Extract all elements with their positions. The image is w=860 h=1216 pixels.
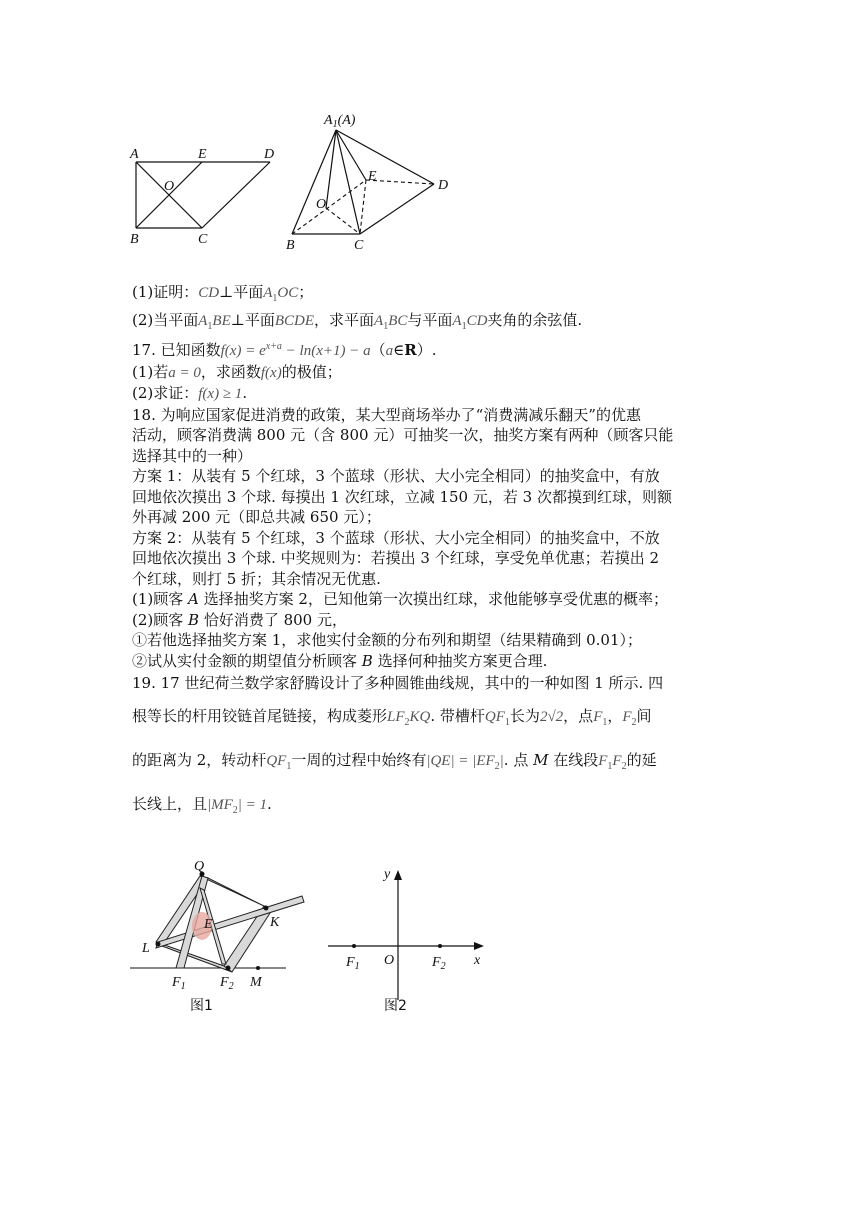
planar-figure (136, 162, 270, 228)
figure-1-caption: 图1 (190, 998, 213, 1014)
label-E-3d: E (368, 169, 377, 184)
line-18-g: 方案 2：从装有 5 个红球，3 个蓝球（形状、大小完全相同）的抽奖盒中，不放 (132, 528, 660, 547)
label-F2-fig1: $F_2$ (220, 975, 234, 992)
line-19-c: 的距离为 2，转动杆$QF_1$一周的过程中始终有$|QE| = |EF_2|$. 点 M 在线段$F_1F_2$的延 (132, 750, 657, 772)
line-18-f: 外再减 200 元（即总共减 650 元）； (132, 508, 381, 526)
spatial-figure (292, 130, 434, 234)
label-y: y (384, 867, 391, 882)
line-18-d: 方案 1：从装有 5 个红球，3 个蓝球（形状、大小完全相同）的抽奖盒中，有放 (132, 467, 660, 485)
label-F1-fig2: $F_1$ (346, 955, 360, 972)
line-16-1: (1)证明：CD⊥平面$A_1OC$； (132, 283, 314, 304)
line-18-a: 18. 为响应国家促进消费的政策，某大型商场举办了“消费满减乐翻天”的优惠 (132, 405, 641, 424)
line-16-2: (2)当平面$A_1BE\perp$平面BCDE，求平面$A_1BC$与平面$A_1CD$夹角的余弦值. (132, 310, 583, 332)
line-17: 17. 已知函数$f(x) = e^{x+a} - \ln(x+1)$ − a（a∈R）. (132, 341, 437, 359)
top-geometry-figure (128, 108, 458, 253)
bottom-figures (128, 860, 498, 1020)
line-18-c: 选择其中的一种） (132, 446, 253, 465)
line-18-e: 回地依次摸出 3 个球. 每摸出 1 次红球，立减 150 元，若 3 次都摸到红球，则额 (132, 487, 672, 506)
label-L: L (142, 941, 150, 956)
label-x: x (474, 953, 481, 968)
label-F1-fig1: $F_1$ (172, 975, 186, 992)
line-18-i: 个红球，则打 5 折；其余情况无优惠. (132, 569, 381, 588)
label-A: A (130, 147, 139, 162)
line-19-d: 长线上，且$|MF_2| = 1$. (132, 794, 272, 816)
label-O: O (164, 179, 175, 194)
label-E: E (198, 147, 207, 162)
label-A1: $A_1(A)$ (324, 113, 356, 130)
figure-1-compass (130, 860, 304, 992)
line-18-2: (2)顾客 B 恰好消费了 800 元， (132, 610, 347, 629)
line-18-h: 回地依次摸出 3 个球. 中奖规则为：若摸出 3 个红球，享受免单优惠；若摸出 2 (132, 549, 660, 567)
label-Q: Q (194, 860, 205, 874)
figure-2-caption: 图2 (384, 998, 407, 1014)
line-18-2-2: ②试从实付金额的期望值分析顾客 B 选择何种抽奖方案更合理. (132, 651, 548, 670)
label-O-fig2: O (384, 953, 395, 968)
label-B-3d: B (286, 238, 295, 253)
label-O-3d: O (316, 197, 327, 212)
label-C: C (198, 232, 208, 247)
label-F2-fig2: $F_2$ (432, 955, 446, 972)
line-19-a: 19. 17 世纪荷兰数学家舒腾设计了多种圆锥曲线规，其中的一种如图 1 所示. 四 (132, 674, 664, 692)
label-E-fig1: E (204, 917, 213, 932)
label-D: D (264, 147, 275, 162)
line-19-b: 根等长的杆用铰链首尾链接，构成菱形$LF_2KQ$. 带槽杆$QF_1$长为2√2，点$F_1$，$F_2$间 (132, 706, 652, 728)
label-K: K (270, 915, 280, 930)
problem-text (132, 282, 732, 826)
line-18-1: (1)顾客 A 选择抽奖方案 2，已知他第一次摸出红球，求他能够享受优惠的概率； (132, 590, 668, 608)
line-18-b: 活动，顾客消费满 800 元（含 800 元）可抽奖一次，抽奖方案有两种（顾客只能 (132, 426, 674, 444)
label-D-3d: D (438, 178, 449, 193)
label-C-3d: C (354, 238, 364, 253)
line-17-2: (2)求证：f(x) ≥ 1. (132, 384, 248, 402)
label-B: B (130, 232, 139, 247)
label-M: M (250, 975, 262, 990)
line-17-1: (1)若a = 0，求函数f(x)的极值； (132, 362, 342, 381)
figure-2-axes (328, 870, 484, 1000)
line-18-2-1: ①若他选择抽奖方案 1，求他实付金额的分布列和期望（结果精确到 0.01）； (132, 631, 642, 649)
